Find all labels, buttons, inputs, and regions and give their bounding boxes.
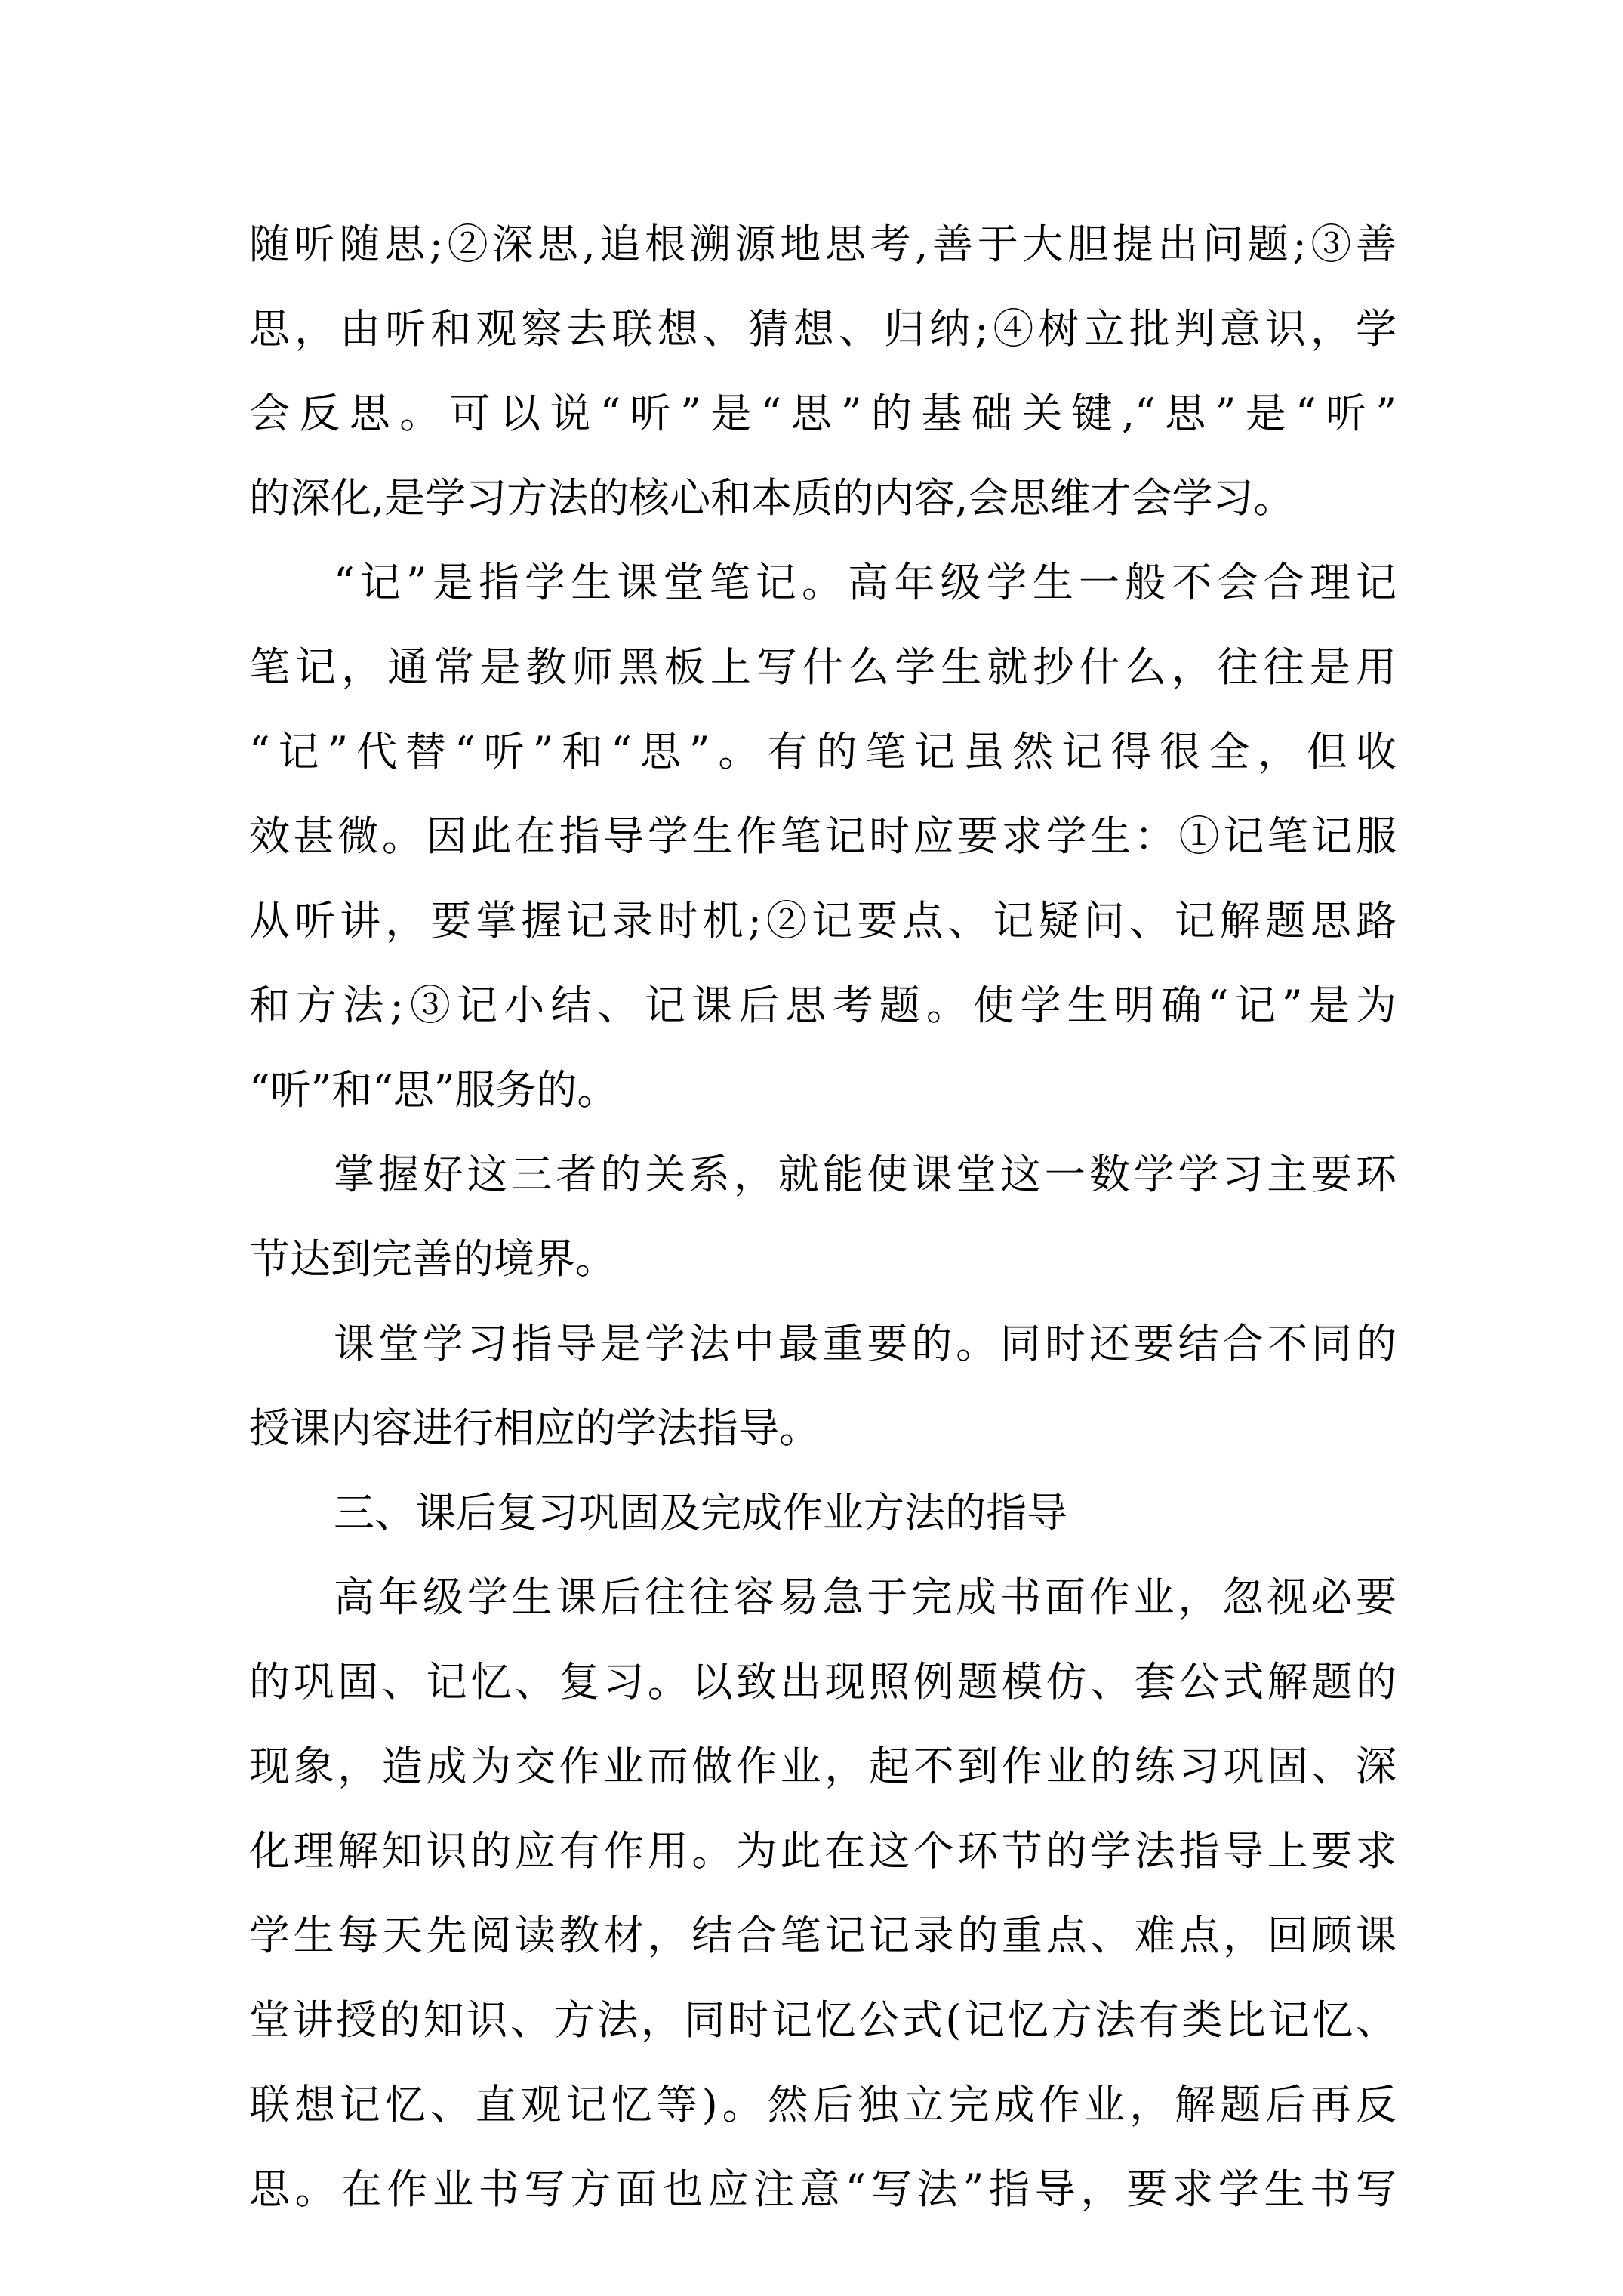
text-line: 和方法;③记小结、记课后思考题。使学生明确“记”是为 bbox=[249, 982, 1397, 1029]
paragraph-start-line: “记”是指学生课堂笔记。高年级学生一般不会合理记 bbox=[334, 559, 1397, 606]
section-heading: 三、课后复习巩固及完成作业方法的指导 bbox=[334, 1489, 1067, 1536]
text-line: 从听讲，要掌握记录时机;②记要点、记疑问、记解题思路 bbox=[249, 897, 1397, 945]
text-line: 学生每天先阅读教材，结合笔记记录的重点、难点，回顾课 bbox=[249, 1912, 1397, 1959]
body-text bbox=[249, 202, 1397, 2232]
text-line: 效甚微。因此在指导学生作笔记时应要求学生：①记笔记服 bbox=[249, 812, 1397, 860]
paragraph-start-line: 掌握好这三者的关系，就能使课堂这一数学学习主要环 bbox=[334, 1151, 1397, 1198]
text-line: 的巩固、记忆、复习。以致出现照例题模仿、套公式解题的 bbox=[249, 1658, 1397, 1706]
text-line: 会反思。可以说“听”是“思”的基础关键,“思”是“听” bbox=[249, 390, 1397, 437]
text-line: 授课内容进行相应的学法指导。 bbox=[249, 1404, 820, 1452]
text-line: 随听随思;②深思,追根溯源地思考,善于大胆提出问题;③善 bbox=[249, 220, 1397, 268]
text-line: 化理解知识的应有作用。为此在这个环节的学法指导上要求 bbox=[249, 1827, 1397, 1875]
text-line: 联想记忆、直观记忆等)。然后独立完成作业，解题后再反 bbox=[249, 2081, 1397, 2128]
text-line: “听”和“思”服务的。 bbox=[249, 1066, 618, 1114]
paragraph-start-line: 课堂学习指导是学法中最重要的。同时还要结合不同的 bbox=[334, 1320, 1397, 1367]
text-line: 堂讲授的知识、方法，同时记忆公式(记忆方法有类比记忆、 bbox=[249, 1996, 1397, 2044]
paragraph-start-line: 高年级学生课后往往容易急于完成书面作业，忽视必要 bbox=[334, 1573, 1397, 1621]
text-line: 节达到完善的境界。 bbox=[249, 1235, 616, 1283]
text-line: 思，由听和观察去联想、猜想、归纳;④树立批判意识，学 bbox=[249, 305, 1397, 353]
text-line: 现象，造成为交作业而做作业，起不到作业的练习巩固、深 bbox=[249, 1743, 1397, 1790]
text-line: “记”代替“听”和“思”。有的笔记虽然记得很全，但收 bbox=[249, 728, 1397, 775]
text-line: 思。在作业书写方面也应注意“写法”指导，要求学生书写 bbox=[249, 2165, 1397, 2213]
text-line: 笔记，通常是教师黑板上写什么学生就抄什么，往往是用 bbox=[249, 643, 1397, 691]
text-line: 的深化,是学习方法的核心和本质的内容,会思维才会学习。 bbox=[249, 474, 1295, 522]
